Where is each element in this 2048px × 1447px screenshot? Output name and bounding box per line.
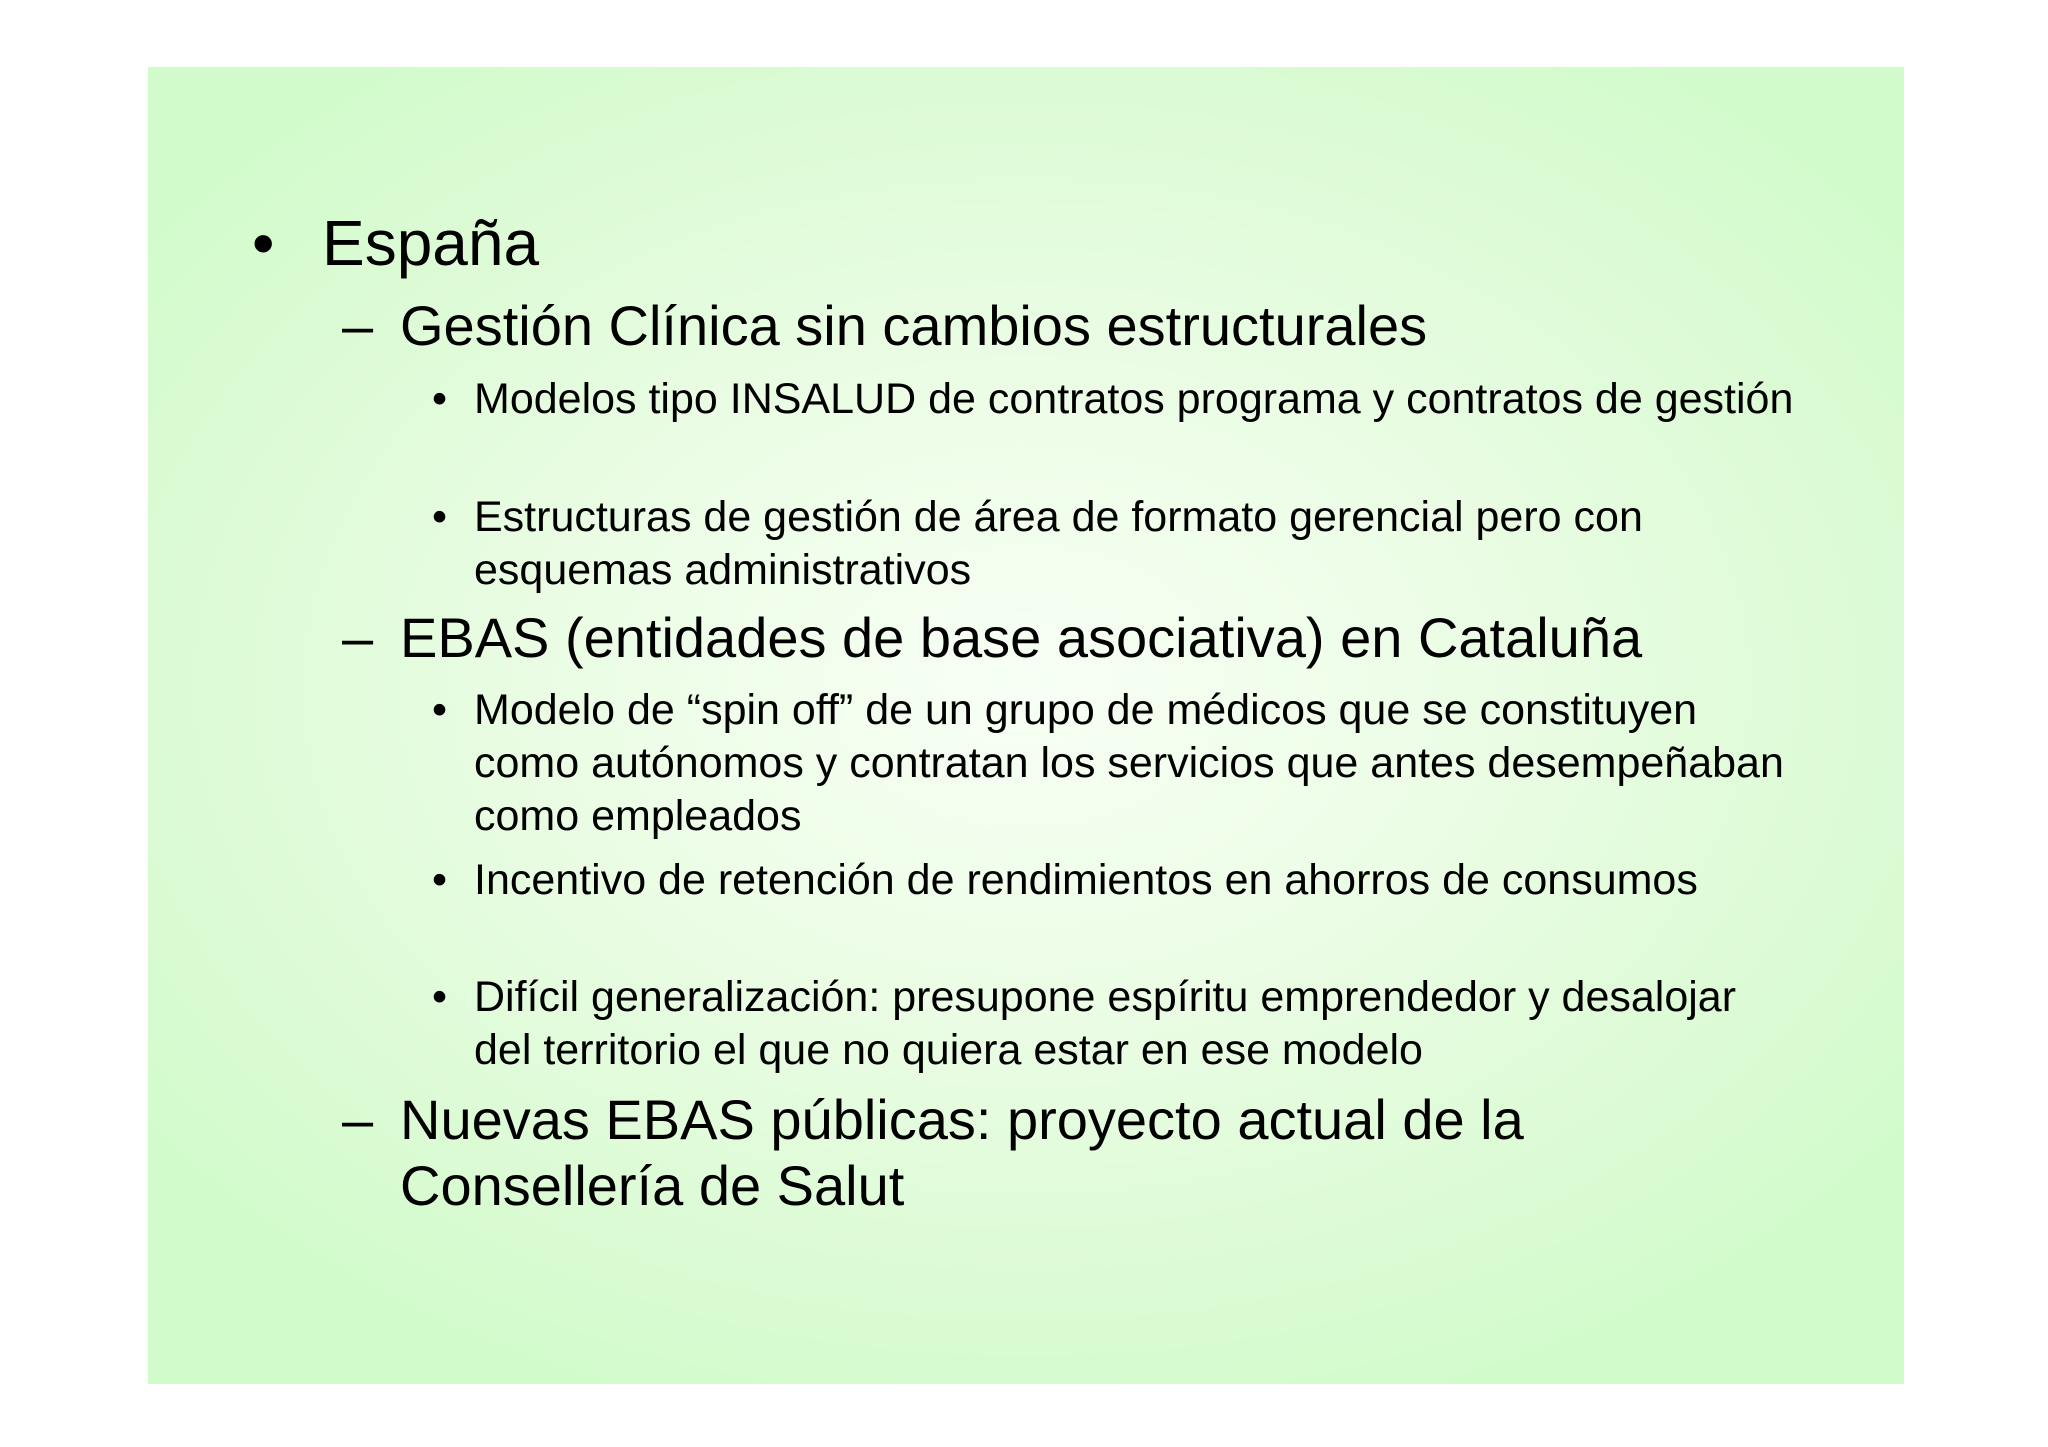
bullet-icon: •	[432, 856, 448, 904]
heading-espana	[252, 205, 539, 281]
section-title: Nuevas EBAS públicas: proyecto actual de la Consellería de Salut	[400, 1088, 1524, 1217]
list-item-modelos-insalud	[432, 373, 1802, 426]
list-item-text: Estructuras de gestión de área de formato gerencial pero con esquemas administrativos	[474, 493, 1643, 594]
list-item-text: Difícil generalización: presupone espíritu emprendedor y desalojar del territorio el que no quiera estar en ese modelo	[474, 973, 1737, 1074]
list-item-incentivo	[432, 854, 1802, 907]
dash-icon: –	[342, 1088, 374, 1151]
section-ebas-cataluna	[342, 605, 1802, 671]
bullet-icon: •	[432, 686, 448, 734]
slide	[148, 67, 1904, 1384]
list-item-spin-off	[432, 684, 1802, 843]
section-nuevas-ebas	[342, 1087, 1802, 1219]
bullet-icon: •	[432, 973, 448, 1021]
bullet-icon: •	[432, 493, 448, 541]
list-item-text: Modelos tipo INSALUD de contratos programa y contratos de gestión	[474, 375, 1794, 423]
heading-text: España	[322, 207, 540, 279]
list-item-text: Incentivo de retención de rendimientos en ahorros de consumos	[474, 856, 1698, 904]
bullet-icon: •	[432, 375, 448, 423]
section-gestion-clinica	[342, 293, 1802, 359]
dash-icon: –	[342, 294, 374, 357]
list-item-text: Modelo de “spin off” de un grupo de médicos que se constituyen como autónomos y contratan los servicios que antes desempeñaban como empleados	[474, 686, 1784, 840]
bullet-icon: •	[252, 207, 275, 279]
section-title: EBAS (entidades de base asociativa) en Cataluña	[400, 606, 1643, 669]
section-title: Gestión Clínica sin cambios estructurales	[400, 294, 1428, 357]
dash-icon: –	[342, 606, 374, 669]
list-item-estructuras-gestion	[432, 491, 1802, 597]
list-item-dificil-generalizacion	[432, 971, 1802, 1077]
slide-content	[148, 67, 1904, 1384]
